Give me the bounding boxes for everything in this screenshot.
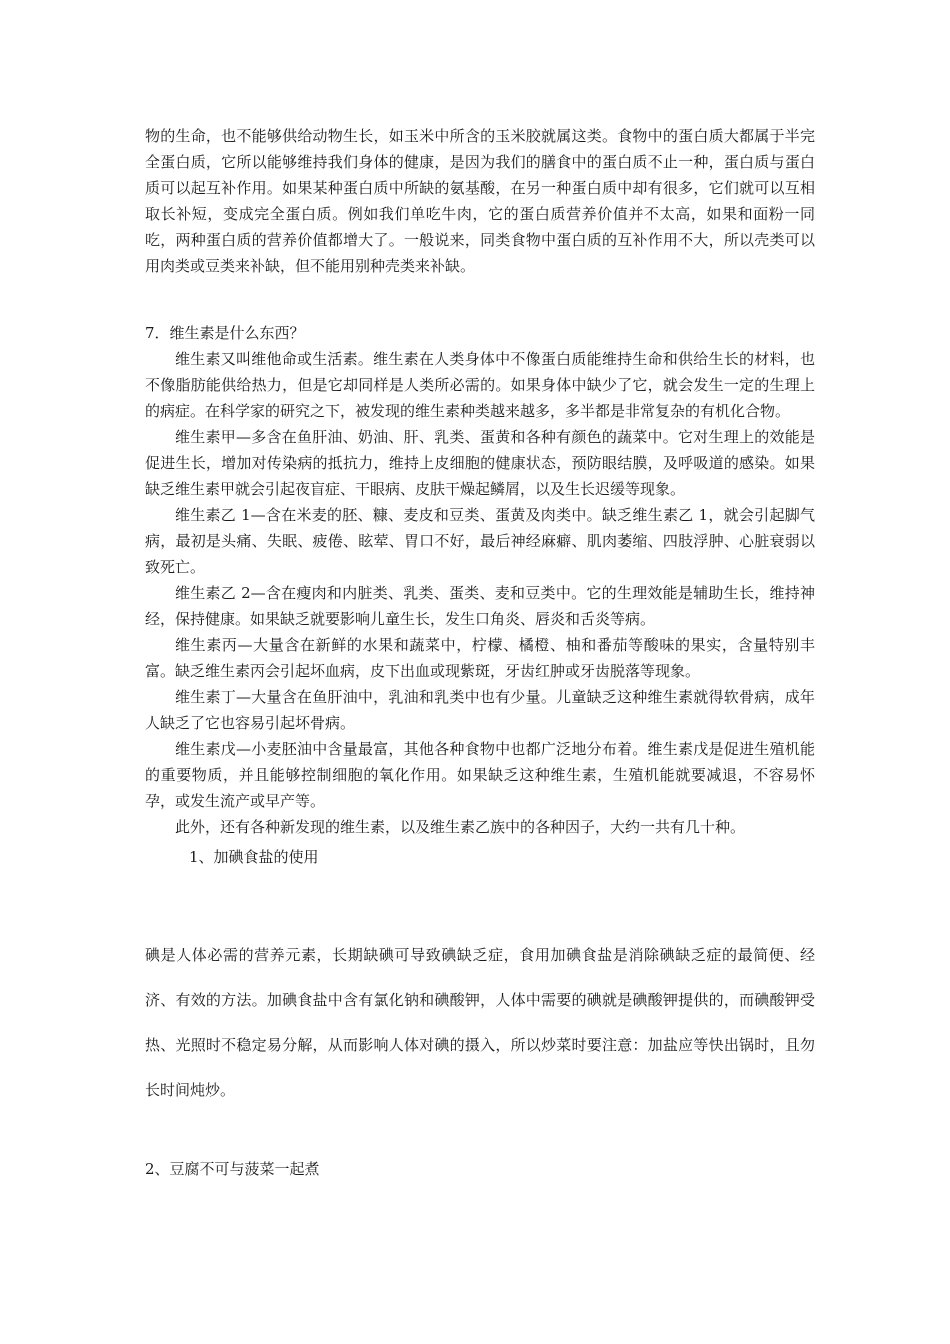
vitamin-paragraph-a: 维生素甲—多含在鱼肝油、奶油、肝、乳类、蛋黄和各种有颜色的蔬菜中。它对生理上的效能是促进生长，增加对传染病的抵抗力，维持上皮细胞的健康状态，预防眼结膜，及呼吸道的感染。如果缺乏维生素甲就会引起夜盲症、干眼病、皮肤干燥起鳞屑，以及生长迟缓等现象。 bbox=[145, 428, 815, 498]
iodized-salt-section bbox=[145, 933, 815, 1113]
vitamin-paragraph-b2: 维生素乙 2—含在瘦肉和内脏类、乳类、蛋类、麦和豆类中。它的生理效能是辅助生长，维持神经，保持健康。如果缺乏就要影响儿童生长，发生口角炎、唇炎和舌炎等病。 bbox=[145, 584, 815, 628]
vitamin-paragraph-intro: 维生素又叫维他命或生活素。维生素在人类身体中不像蛋白质能维持生命和供给生长的材料，也不像脂肪能供给热力，但是它却同样是人类所必需的。如果身体中缺少了它，就会发生一定的生理上的病症。在科学家的研究之下，被发现的维生素种类越来越多，多半都是非常复杂的有机化合物。 bbox=[145, 350, 815, 420]
vitamin-paragraph-d: 维生素丁—大量含在鱼肝油中，乳油和乳类中也有少量。儿童缺乏这种维生素就得软骨病，成年人缺乏了它也容易引起坏骨病。 bbox=[145, 688, 815, 732]
vitamin-heading: 7．维生素是什么东西？ bbox=[145, 324, 305, 342]
iodized-salt-paragraph: 碘是人体必需的营养元素，长期缺碘可导致碘缺乏症，食用加碘食盐是消除碘缺乏症的最简便、经济、有效的方法。加碘食盐中含有氯化钠和碘酸钾，人体中需要的碘就是碘酸钾提供的，而碘酸钾受热、光照时不稳定易分解，从而影响人体对碘的摄入，所以炒菜时要注意：加盐应等快出锅时，且勿长时间炖炒。 bbox=[145, 946, 815, 1099]
vitamin-paragraph-others: 此外，还有各种新发现的维生素，以及维生素乙族中的各种因子，大约一共有几十种。 bbox=[175, 818, 746, 836]
protein-continuation-section bbox=[145, 123, 815, 279]
vitamin-paragraph-b1: 维生素乙 1—含在米麦的胚、糠、麦皮和豆类、蛋黄及肉类中。缺乏维生素乙 1，就会引起脚气病，最初是头痛、失眠、疲倦、眩荤、胃口不好，最后神经麻癖、肌肉萎缩、四肢浮肿、心脏衰弱以致死亡。 bbox=[145, 506, 815, 576]
protein-paragraph: 物的生命，也不能够供给动物生长，如玉米中所含的玉米胶就属这类。食物中的蛋白质大都属于半完全蛋白质，它所以能够维持我们身体的健康，是因为我们的膳食中的蛋白质不止一种，蛋白质与蛋白质可以起互补作用。如果某种蛋白质中所缺的氨基酸，在另一种蛋白质中却有很多，它们就可以互相取长补短，变成完全蛋白质。例如我们单吃牛肉，它的蛋白质营养价值并不太高，如果和面粉一同吃，两种蛋白质的营养价值都增大了。一般说来，同类食物中蛋白质的互补作用不大，所以壳类可以用肉类或豆类来补缺，但不能用别种壳类来补缺。 bbox=[145, 127, 815, 275]
vitamin-paragraph-e: 维生素戊—小麦胚油中含量最富，其他各种食物中也都广泛地分布着。维生素戊是促进生殖机能的重要物质，并且能够控制细胞的氧化作用。如果缺乏这种维生素，生殖机能就要减退，不容易怀孕，或发生流产或早产等。 bbox=[145, 740, 815, 810]
vitamin-section bbox=[145, 320, 815, 840]
vitamin-paragraph-c: 维生素丙—大量含在新鲜的水果和蔬菜中，柠檬、橘橙、柚和番茄等酸味的果实，含量特别丰富。缺乏维生素丙会引起坏血病，皮下出血或现紫斑，牙齿红肿或牙齿脱落等现象。 bbox=[145, 636, 815, 680]
iodized-salt-heading: 1、加碘食盐的使用 bbox=[189, 848, 319, 866]
tofu-spinach-heading: 2、豆腐不可与菠菜一起煮 bbox=[145, 1160, 320, 1178]
